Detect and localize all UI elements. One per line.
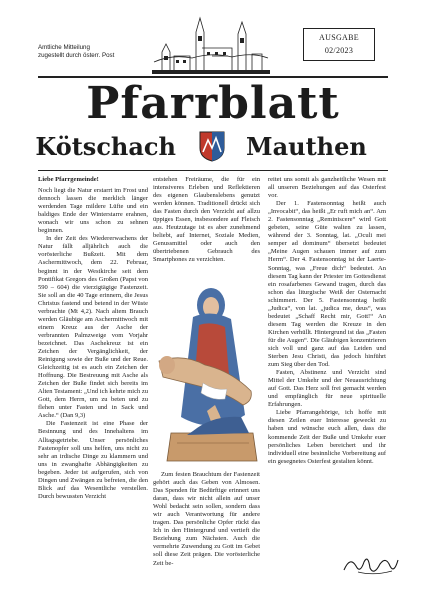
paragraph: Fasten, Abstinenz und Verzicht sind Mittel der Umkehr und der Neuausrichtung auf Gott. Das Herz soll frei gemacht werden und empfänglich für neue spirituelle Erfahrungen. xyxy=(268,369,386,409)
paragraph: reitet uns somit als ganzheitliche Wesen mit all unseren Beziehungen auf das Osterfest vor. xyxy=(268,176,386,200)
postal-notice xyxy=(38,44,158,60)
column-right xyxy=(268,176,386,466)
notice-line-2: zugestellt durch österr. Post xyxy=(38,52,115,59)
column-middle-top xyxy=(153,176,260,265)
paragraph: Zum festen Brauchtum der Fastenzeit gehört auch das Geben von Almosen. Das Spenden für Bedürftige erinnert uns daran, dass wir nicht allein auf unser Wohl bedacht sein sollen, sondern dass wir auch Verantwortung für andere tragen. Das persönliche Opfer rückt das Ich in den Hintergrund und vertieft die Beziehung zum Nächsten. Auch die vermehrte Zuwendung zu Gott im Gebet soll diese Zeit prägen. Die vorösterliche Zeit be- xyxy=(153,471,260,567)
issue-number: 02/2023 xyxy=(324,46,354,55)
column-left xyxy=(38,176,148,501)
masthead-subtitle xyxy=(35,130,388,164)
signature xyxy=(340,552,400,578)
paragraph: Liebe Pfarrangehörige, ich hoffe mit diesen Zeilen euer Interesse geweckt zu haben und wünsche euch allen, dass die kommende Zeit der Buße und Umkehr euer persönliches Leben bereichert und ihr individuell eine besinnliche Vorbereitung auf ein gesegnetes Osterfest gestalten könnt. xyxy=(268,409,386,465)
church-towers-illustration xyxy=(152,12,270,74)
paragraph: entstehen Freiräume, die für ein intensiveres Erleben und Reflektieren des eigenen Glaubenslebens genutzt werden können. Traditionell drückt sich das Fasten durch den Verzicht auf allzu üppiges Essen, insbesondere auf Fleisch aus. Heutzutage ist es aber zunehmend beliebt, auf Internet, Soziale Medien, Genussmittel oder auch den übertriebenen Gebrauch des Smartphones zu verzichten. xyxy=(153,176,260,264)
pieta-statue xyxy=(153,265,263,470)
place-name-left: Kötschach xyxy=(35,132,176,161)
masthead-title: Pfarrblatt xyxy=(86,78,340,129)
issue-label: AUSGABE xyxy=(319,33,359,42)
place-name-right: Mauthen xyxy=(246,132,367,161)
issue-box xyxy=(303,28,375,61)
column-middle-bottom xyxy=(153,471,260,568)
masthead-rule xyxy=(38,170,388,171)
greeting-heading: Liebe Pfarrgemeinde! xyxy=(38,176,99,183)
paragraph: In der Zeit des Wiedererwachens der Natur fällt alljährlich auch die vorösterliche Bußzeit. Mit dem Aschermittwoch, dem 22. Februar, beginnt in der Westkirche seit dem Pontifikat Gregors des Großen (Papst von 590 – 604) die vierzigtägige Fastenzeit. Sie soll an die 40 Tage erinnern, die Jesus Christus fastend und betend in der Wüste verbrachte (Mt 4,2). Nach altem Brauch werden Gläubige am Aschermittwoch mit einem Kreuz aus der Asche der verbrannten Palmzweige vom Vorjahr bezeichnet. Das Aschekreuz ist ein Zeichen der Vergänglichkeit, der Reinigung sowie der Buße und der Reue. Gleichzeitig ist es auch ein Zeichen der Hoffnung. Die Bestreuung mit Asche als Zeichen der Buße findet sich bereits im Alten Testament: „Und ich kehrte mich zu Gott, dem Herrn, um zu beten und zu flehen unter Fasten und in Sack und Asche.“ (Dan 9,3) xyxy=(38,235,148,420)
coat-of-arms-icon xyxy=(198,130,226,162)
notice-line-1: Amtliche Mitteilung xyxy=(38,44,90,51)
paragraph: Die Fastenzeit ist eine Phase der Besinnung und des Innehaltens im Alltagsgetriebe. Unser persönliches Fastenopfer soll uns helfen, uns nicht zu sehr an irdische Dinge zu klammern und uns in zwanghafte Abhängigkeiten zu begeben. Jeder ist aufgerufen, sich von Dingen und Zwängen zu befreien, die den Blick auf das Wesentliche verstellen. Durch bewussten Verzicht xyxy=(38,420,148,500)
paragraph: Der 1. Fastensonntag heißt auch „Invocabit“, das heißt „Er ruft mich an“. Am 2. Fastensonntag „Reminiscere“ wird Gott gebeten, seine Güte walten zu lassen, während der 3. Sonntag, lat. „Oculi mei semper ad dominum“ übersetzt bedeutet „Meine Augen schauen immer auf zum Herrn“. Der 4. Fastensonntag ist der Laerte-Sonntag, was „Freue dich“ bedeutet. An diesem Tag kann der Priester im Gottesdienst ein rosafarbenes Gewand tragen, durch das schon das liturgische Weiß der Osternacht schimmert. Der 5. Fastensonntag heißt „Judica“, von lat. „judica me, deus“, was bedeutet „Schaff Recht mir, Gott!“ An diesem Tag werden die Kreuze in den Kirchen verhüllt. Hintergrund ist das „Fasten für die Augen“. Die Gläubigen konzentrieren sich voll und ganz auf das Leiden und Sterben Jesu Christi, das jedoch hinführt zum Sieg über den Tod. xyxy=(268,200,386,369)
paragraph: Noch liegt die Natur erstarrt im Frost und dennoch lassen die merklich länger werdenden Tage mildere Lüfte und ein baldiges Ende der Winterstarre erahnen, wonach wir uns schon zu sehnen beginnen. xyxy=(38,187,148,235)
